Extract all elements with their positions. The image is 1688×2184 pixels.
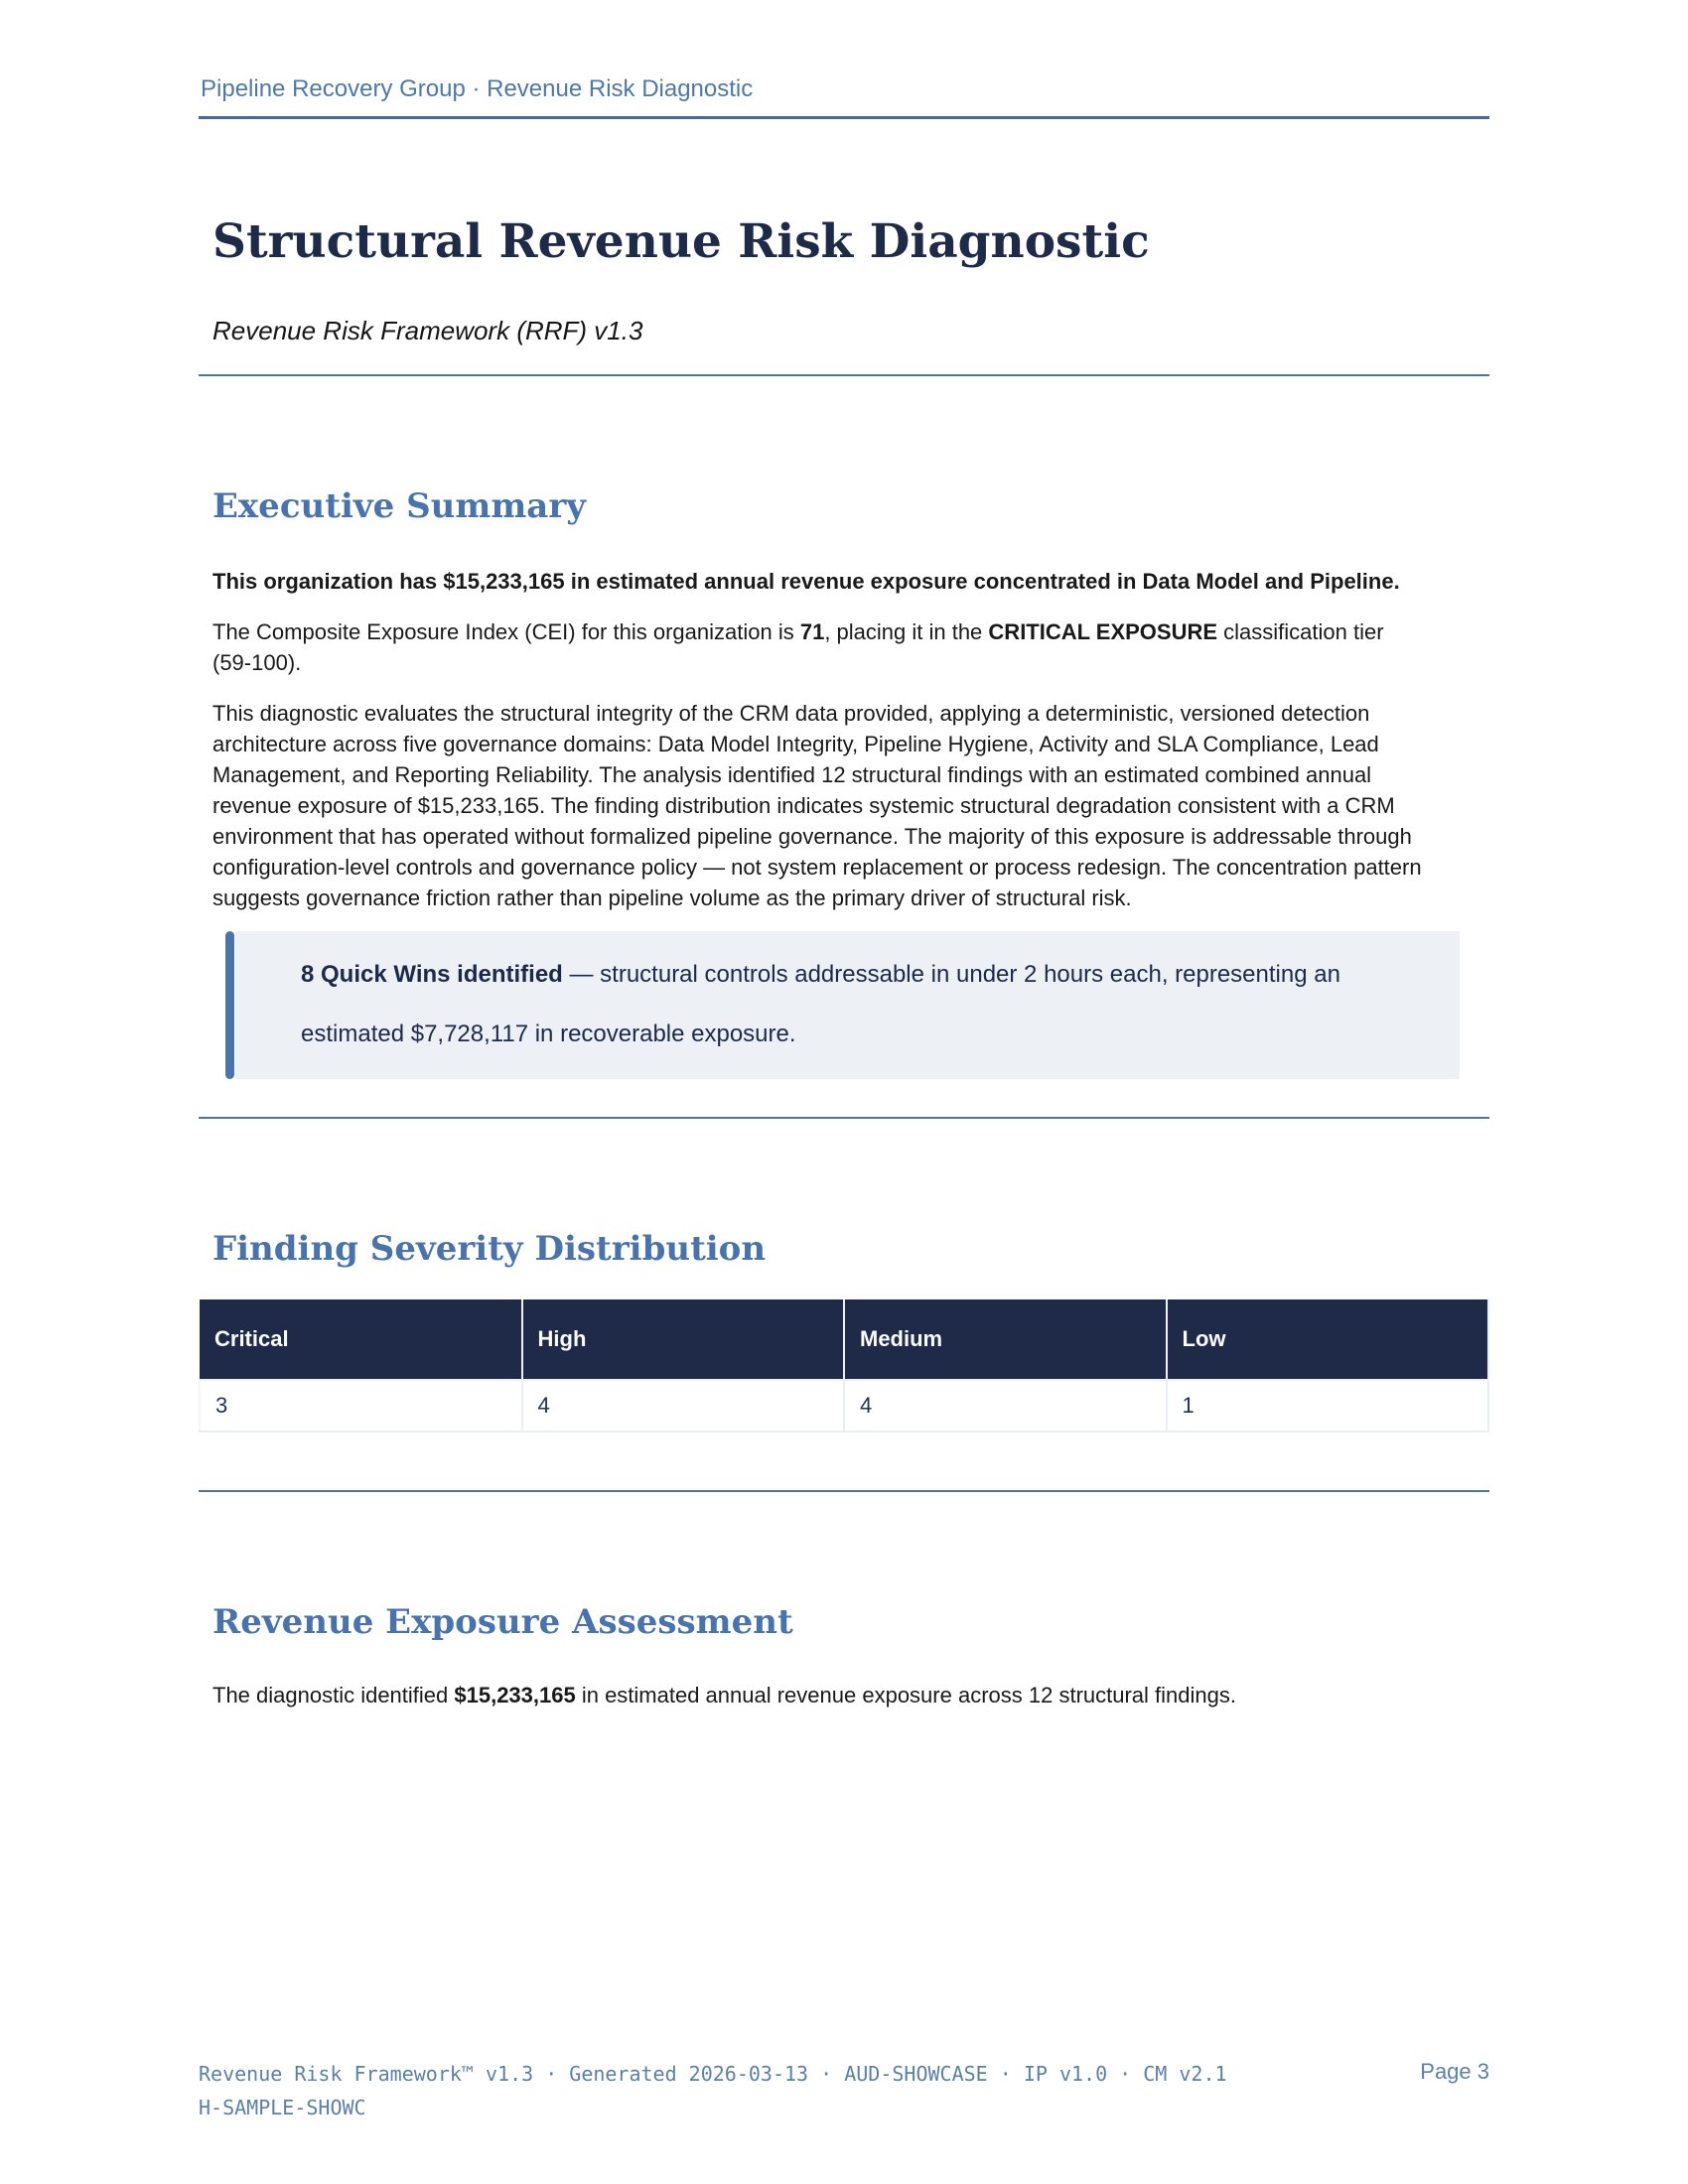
section-heading-severity-distribution: Finding Severity Distribution <box>212 1228 767 1269</box>
exposure-amount: $15,233,165 <box>454 1682 576 1707</box>
cei-text-after: classification tier (59-100). <box>212 618 1384 675</box>
critical-count: 3 <box>200 1380 522 1432</box>
section-divider <box>199 1117 1489 1119</box>
section-divider <box>199 1490 1489 1492</box>
column-header-low: Low <box>1167 1299 1489 1380</box>
severity-table <box>199 1299 1489 1433</box>
callout-box <box>235 931 1460 1079</box>
exposure-text-after: in estimated annual revenue exposure across 12 structural findings. <box>575 1682 1236 1707</box>
section-heading-revenue-exposure: Revenue Exposure Assessment <box>212 1602 793 1643</box>
footer-metadata-line2: H-SAMPLE-SHOWC <box>199 2096 366 2119</box>
medium-count: 4 <box>844 1380 1167 1432</box>
quick-wins-callout <box>225 931 1460 1079</box>
low-count: 1 <box>1167 1380 1489 1432</box>
callout-accent-bar <box>225 931 234 1079</box>
callout-text <box>301 945 1400 1064</box>
severity-table-header-row <box>200 1299 1488 1380</box>
quick-wins-count: 8 Quick Wins identified <box>301 960 563 988</box>
column-header-medium: Medium <box>844 1299 1167 1380</box>
cei-text-before: The Composite Exposure Index (CEI) for this organization is <box>212 618 800 644</box>
page-subtitle: Revenue Risk Framework (RRF) v1.3 <box>212 316 643 346</box>
quick-wins-detail: — structural controls addressable in under 2 hours each, representing an estimated $7,728,117 in recoverable exposure. <box>301 960 1340 1047</box>
cei-paragraph <box>212 616 1426 678</box>
cei-tier: CRITICAL EXPOSURE <box>988 618 1218 644</box>
column-header-high: High <box>522 1299 845 1380</box>
footer-metadata <box>199 2057 1227 2124</box>
title-divider <box>199 374 1489 376</box>
page-title: Structural Revenue Risk Diagnostic <box>212 214 1150 269</box>
exposure-text-before: The diagnostic identified <box>212 1682 455 1707</box>
revenue-exposure-paragraph <box>212 1680 1426 1710</box>
exposure-lead-paragraph: This organization has $15,233,165 in estimated annual revenue exposure concentrated in Data Model and Pipeline. <box>212 568 1400 594</box>
diagnostic-body-paragraph: This diagnostic evaluates the structural integrity of the CRM data provided, applying a deterministic, versioned detection architecture across five governance domains: Data Model Integrity, Pipeline Hygiene, Activity and SLA Compliance, Lead Management, and Reporting Reliability. The analysis identified 12 structural findings with an estimated combined annual revenue exposure of $15,233,165. The finding distribution indicates systemic structural degradation consistent with a CRM environment that has operated without formalized pipeline governance. The majority of this exposure is addressable through configuration-level controls and governance policy — not system replacement or process redesign. The concentration pattern suggests governance friction rather than pipeline volume as the primary driver of structural risk. <box>212 700 1422 910</box>
cei-text-middle: , placing it in the <box>824 618 989 644</box>
page-footer <box>199 2057 1489 2124</box>
high-count: 4 <box>522 1380 845 1432</box>
cei-value: 71 <box>799 618 825 644</box>
section-heading-executive-summary: Executive Summary <box>212 486 587 527</box>
column-header-critical: Critical <box>200 1299 522 1380</box>
footer-metadata-line1: Revenue Risk Framework™ v1.3 · Generated 2026-03-13 · AUD-SHOWCASE · IP v1.0 · CM v2.1 <box>199 2062 1227 2086</box>
page-number: Page 3 <box>1420 2059 1489 2084</box>
severity-table-value-row <box>200 1380 1488 1432</box>
running-header-text: Pipeline Recovery Group · Revenue Risk Diagnostic <box>201 75 754 102</box>
running-header <box>199 0 1489 119</box>
